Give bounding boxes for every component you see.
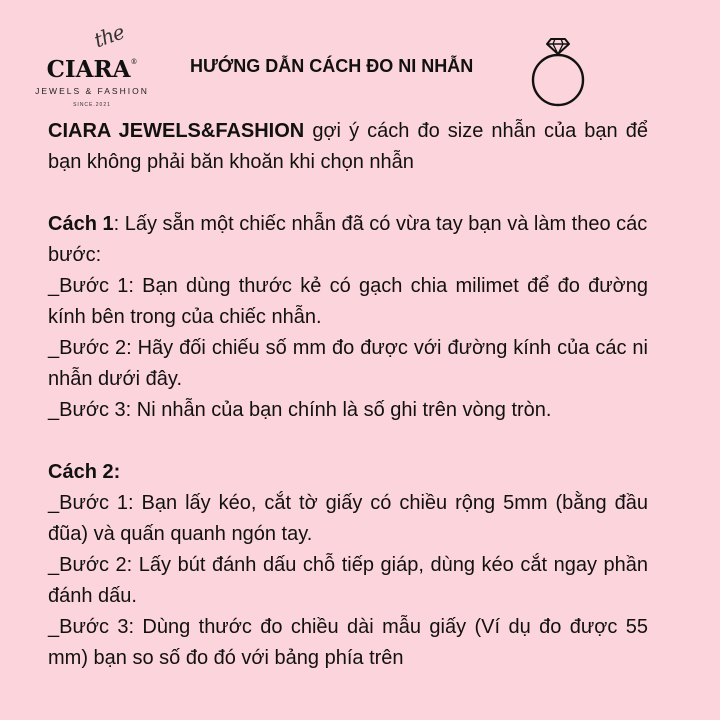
spacer (48, 426, 648, 457)
method1-label: Cách 1 (48, 213, 114, 235)
page-title: HƯỚNG DẪN CÁCH ĐO NI NHẪN (190, 56, 474, 76)
logo-brand-name (22, 56, 162, 83)
registered-mark: ® (130, 58, 138, 66)
method1-text: : Lấy sẵn một chiếc nhẫn đã có vừa tay bạn và làm theo các bước: (48, 213, 648, 266)
method2-step-1: _Bước 1: Bạn lấy kéo, cắt tờ giấy có chiều rộng 5mm (bằng đầu đũa) và quấn quanh ngón tay. (48, 492, 648, 545)
method1-heading (48, 209, 648, 271)
guide-content (48, 116, 648, 674)
logo-the-script: the (90, 19, 127, 53)
intro-text: gợi ý cách đo size nhẫn của bạn để bạn không phải băn khoăn khi chọn nhẫn (48, 120, 648, 173)
ring-with-diamond-icon (528, 34, 588, 114)
logo-since: SINCE.2021 (73, 102, 111, 108)
intro-brand: CIARA JEWELS&FASHION (48, 120, 305, 142)
intro-paragraph (48, 116, 648, 178)
method1-step-2: _Bước 2: Hãy đối chiếu số mm đo được với đường kính của các ni nhẫn dưới đây. (48, 337, 648, 390)
method2-label: Cách 2: (48, 461, 121, 483)
logo-tagline: JEWELS & FASHION (35, 86, 149, 96)
logo-brand-text: CIARA (46, 56, 131, 83)
method2-step-3: _Bước 3: Dùng thước đo chiều dài mẫu giấy (Ví dụ đo được 55 mm) bạn so số đo đó với bảng phía trên (48, 616, 648, 669)
method1-step-1: _Bước 1: Bạn dùng thước kẻ có gạch chia milimet để đo đường kính bên trong của chiếc nhẫn. (48, 275, 648, 328)
brand-logo (22, 19, 162, 114)
method2-step-2: _Bước 2: Lấy bút đánh dấu chỗ tiếp giáp, dùng kéo cắt ngay phần đánh dấu. (48, 554, 648, 607)
spacer (48, 178, 648, 209)
method1-step-3: _Bước 3: Ni nhẫn của bạn chính là số ghi trên vòng tròn. (48, 399, 552, 421)
